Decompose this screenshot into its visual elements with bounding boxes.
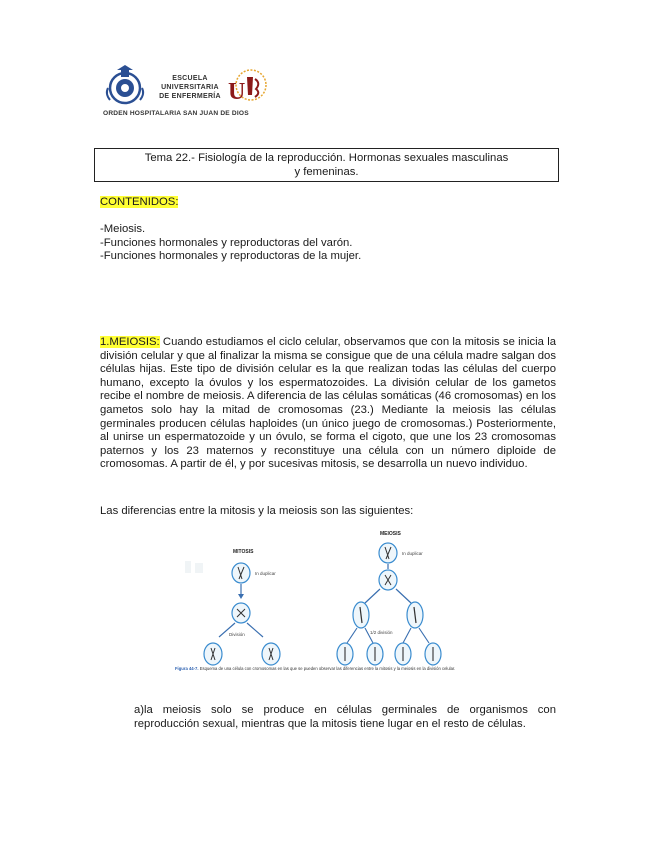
order-crest-logo — [103, 64, 147, 108]
list-item: -Funciones hormonales y reproductoras de la mujer. — [100, 250, 362, 262]
contents-list — [100, 223, 361, 264]
figure-label: In duplicar — [255, 571, 276, 576]
figure-label: División — [229, 632, 245, 637]
mitosis-meiosis-figure — [175, 523, 493, 687]
topic-title-box — [94, 148, 559, 182]
title-line-2: y femeninas. — [294, 166, 359, 178]
list-item: -Funciones hormonales y reproductoras del varón. — [100, 236, 353, 249]
svg-text:U: U — [228, 79, 246, 105]
figure-label: 1/2 división — [370, 630, 393, 635]
figure-label: In duplicar — [402, 551, 423, 556]
meiosis-heading: 1.MEIOSIS: — [100, 336, 160, 348]
school-name: ESCUELA UNIVERSITARIA DE ENFERMERÍA — [159, 75, 221, 100]
differences-intro: Las diferencias entre la mitosis y la meiosis son las siguientes: — [100, 505, 414, 517]
list-item: -Meiosis. — [100, 223, 146, 235]
figure-caption: Figura 44-7. Esquema de una célula con cromosomas en las que se pueden observar las diferencias entre la mitosis y la meiosis en la división celular. — [175, 666, 456, 671]
meiosis-text: Cuando estudiamos el ciclo celular, observamos que con la mitosis se inicia la división celular y que al finalizar la misma se consigue que de una célula madre salgan dos células hijas. Este tipo de división celular es la que realizan todas las células del cuerpo humano, excepto la óvulos y los espermatozoides. La división celular de los gametos recibe el nombre de meiosis. A diferencia de las células somáticas (46 cromosomas) en los gametos solo hay la mitad de cromosomas (23.) Mediante la meiosis las células germinales producen células haploides (un único juego de cromosomas.) Posteriormente, al unirse un espermatozoide y un óvulo, se forma el cigoto, que une los 23 cromosomas paternos y los 23 maternos y reconstituye una célula con un número diploide de cromosomas. A partir de él, y por sucesivas mitosis, se desarrolla un nuevo individuo. — [100, 336, 556, 471]
meiosis-paragraph — [100, 336, 556, 472]
university-logo — [225, 65, 271, 109]
title-line-1: Tema 22.- Fisiología de la reproducción. Hormonas sexuales masculinas — [144, 152, 509, 164]
order-name: ORDEN HOSPITALARIA SAN JUAN DE DIOS — [103, 110, 249, 117]
meiosis-figure-title: MEIOSIS — [380, 531, 401, 537]
difference-item-a: a)la meiosis solo se produce en células germinales de organismos con reproducción sexual, mientras que la mitosis tiene lugar en el resto de células. — [134, 704, 556, 730]
mitosis-figure-title: MITOSIS — [233, 549, 254, 555]
contents-heading: CONTENIDOS: — [100, 196, 179, 208]
